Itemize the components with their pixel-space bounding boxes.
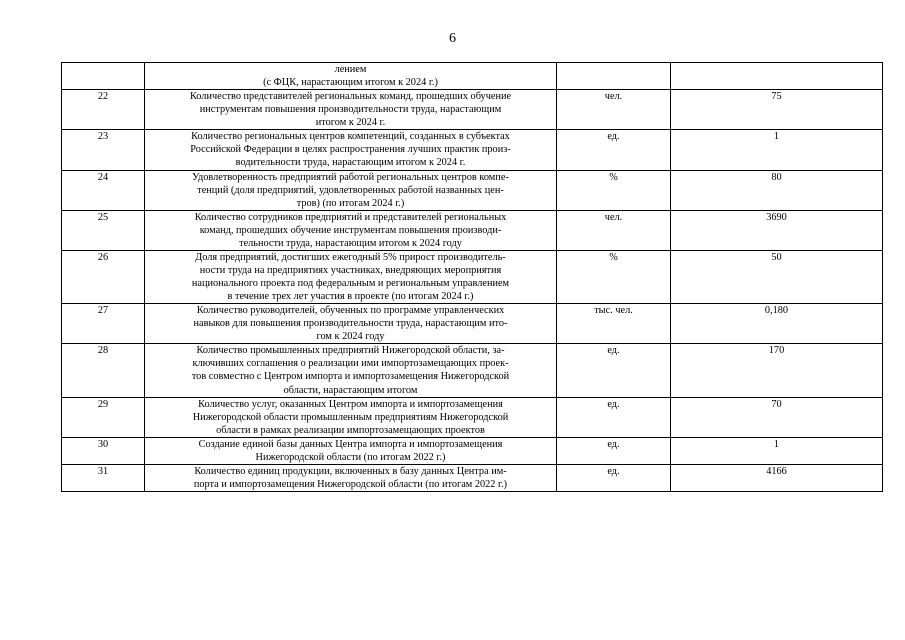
row-number: 29 (62, 397, 145, 437)
description-line: Количество руководителей, обученных по программе управленческих (196, 305, 505, 317)
unit-of-measure: ед. (557, 344, 671, 397)
table-row (62, 397, 883, 437)
row-number: 31 (62, 464, 145, 491)
row-number: 23 (62, 130, 145, 170)
target-value: 75 (671, 90, 883, 130)
description-line: Нижегородской области промышленным предприятиям Нижегородской (192, 411, 509, 423)
description-line: области, нарастающим итогом (283, 384, 418, 396)
row-number: 22 (62, 90, 145, 130)
unit-of-measure: ед. (557, 437, 671, 464)
table-row (62, 250, 883, 303)
table-row (62, 437, 883, 464)
description-line: Количество единиц продукции, включенных в базу данных Центра им- (194, 465, 507, 477)
unit-of-measure: чел. (557, 90, 671, 130)
table-row (62, 170, 883, 210)
row-number: 27 (62, 304, 145, 344)
indicator-description (145, 90, 557, 130)
target-value: 50 (671, 250, 883, 303)
description-line: тов совместно с Центром импорта и импортозамещения Нижегородской (191, 371, 510, 383)
page-number: 6 (449, 31, 456, 46)
indicator-description (145, 210, 557, 250)
description-line: лением (334, 64, 367, 75)
description-line: Нижегородской области (по итогам 2022 г.) (255, 451, 446, 463)
row-number (62, 63, 145, 90)
description-line: Количество услуг, оказанных Центром импорта и импортозамещения (198, 398, 503, 410)
indicator-description (145, 170, 557, 210)
indicator-description (145, 464, 557, 491)
description-line: Количество представителей региональных команд, прошедших обучение (189, 91, 512, 103)
target-value: 3690 (671, 210, 883, 250)
unit-of-measure: ед. (557, 397, 671, 437)
target-value: 80 (671, 170, 883, 210)
indicator-description (145, 250, 557, 303)
table-row (62, 464, 883, 491)
description-line: (с ФЦК, нарастающим итогом к 2024 г.) (263, 77, 438, 89)
description-line: Количество сотрудников предприятий и представителей региональных (194, 211, 507, 223)
target-value: 0,180 (671, 304, 883, 344)
unit-of-measure: ед. (557, 130, 671, 170)
table-row (62, 210, 883, 250)
indicator-description (145, 344, 557, 397)
row-number: 25 (62, 210, 145, 250)
description-line: ности труда на предприятиях участниках, внедряющих мероприятия (199, 264, 502, 276)
unit-of-measure: тыс. чел. (557, 304, 671, 344)
description-line: тенций (доля предприятий, удовлетворенных работой названных цен- (197, 184, 504, 196)
target-value: 1 (671, 437, 883, 464)
indicator-description (145, 437, 557, 464)
indicators-table (61, 62, 883, 492)
row-number: 28 (62, 344, 145, 397)
description-line: Количество региональных центров компетенций, созданных в субъектах (191, 131, 510, 143)
target-value: 1 (671, 130, 883, 170)
table-body (62, 63, 883, 492)
target-value (671, 63, 883, 90)
description-line: области в рамках реализации импортозамещающих проектов (216, 424, 485, 436)
table-row (62, 304, 883, 344)
description-line: Российской Федерации в целях распространения лучших практик произ- (190, 144, 511, 156)
unit-of-measure (557, 63, 671, 90)
description-line: ключивших соглашения о реализации ими импортозамещающих проек- (192, 358, 509, 370)
indicator-description (145, 397, 557, 437)
target-value: 70 (671, 397, 883, 437)
unit-of-measure: чел. (557, 210, 671, 250)
description-line: тров) (по итогам 2024 г.) (296, 197, 405, 209)
table-row (62, 130, 883, 170)
description-line: Доля предприятий, достигших ежегодный 5% прирост производитель- (195, 251, 506, 263)
description-line: Удовлетворенность предприятий работой региональных центров компе- (192, 171, 509, 183)
unit-of-measure: % (557, 170, 671, 210)
row-number: 26 (62, 250, 145, 303)
table-row (62, 90, 883, 130)
description-line: порта и импортозамещения Нижегородской области (по итогам 2022 г.) (193, 478, 508, 490)
description-line: команд, прошедших обучение инструментам повышения производи- (199, 224, 502, 236)
table-row (62, 344, 883, 397)
target-value: 4166 (671, 464, 883, 491)
indicator-description (145, 130, 557, 170)
target-value: 170 (671, 344, 883, 397)
description-line: инструментам повышения производительности труда, нарастающим (199, 104, 502, 116)
description-line: водительности труда, нарастающим итогом к 2024 г. (235, 157, 466, 169)
description-line: Количество промышленных предприятий Нижегородской области, за- (196, 345, 505, 357)
row-number: 24 (62, 170, 145, 210)
description-line: гом к 2024 году (316, 331, 385, 343)
description-line: национального проекта под федеральным и региональным управлением (191, 278, 510, 289)
description-line: Создание единой базы данных Центра импорта и импортозамещения (198, 438, 503, 450)
unit-of-measure: % (557, 250, 671, 303)
description-line: итогом к 2024 г. (315, 117, 386, 129)
row-number: 30 (62, 437, 145, 464)
description-line: навыков для повышения производительности труда, нарастающим ито- (193, 318, 508, 330)
indicator-description (145, 63, 557, 90)
description-line: в течение трех лет участия в проекте (по итогам 2024 г.) (227, 291, 474, 303)
description-line: тельности труда, нарастающим итогом к 2024 году (239, 237, 462, 249)
table-row (62, 63, 883, 90)
indicator-description (145, 304, 557, 344)
unit-of-measure: ед. (557, 464, 671, 491)
